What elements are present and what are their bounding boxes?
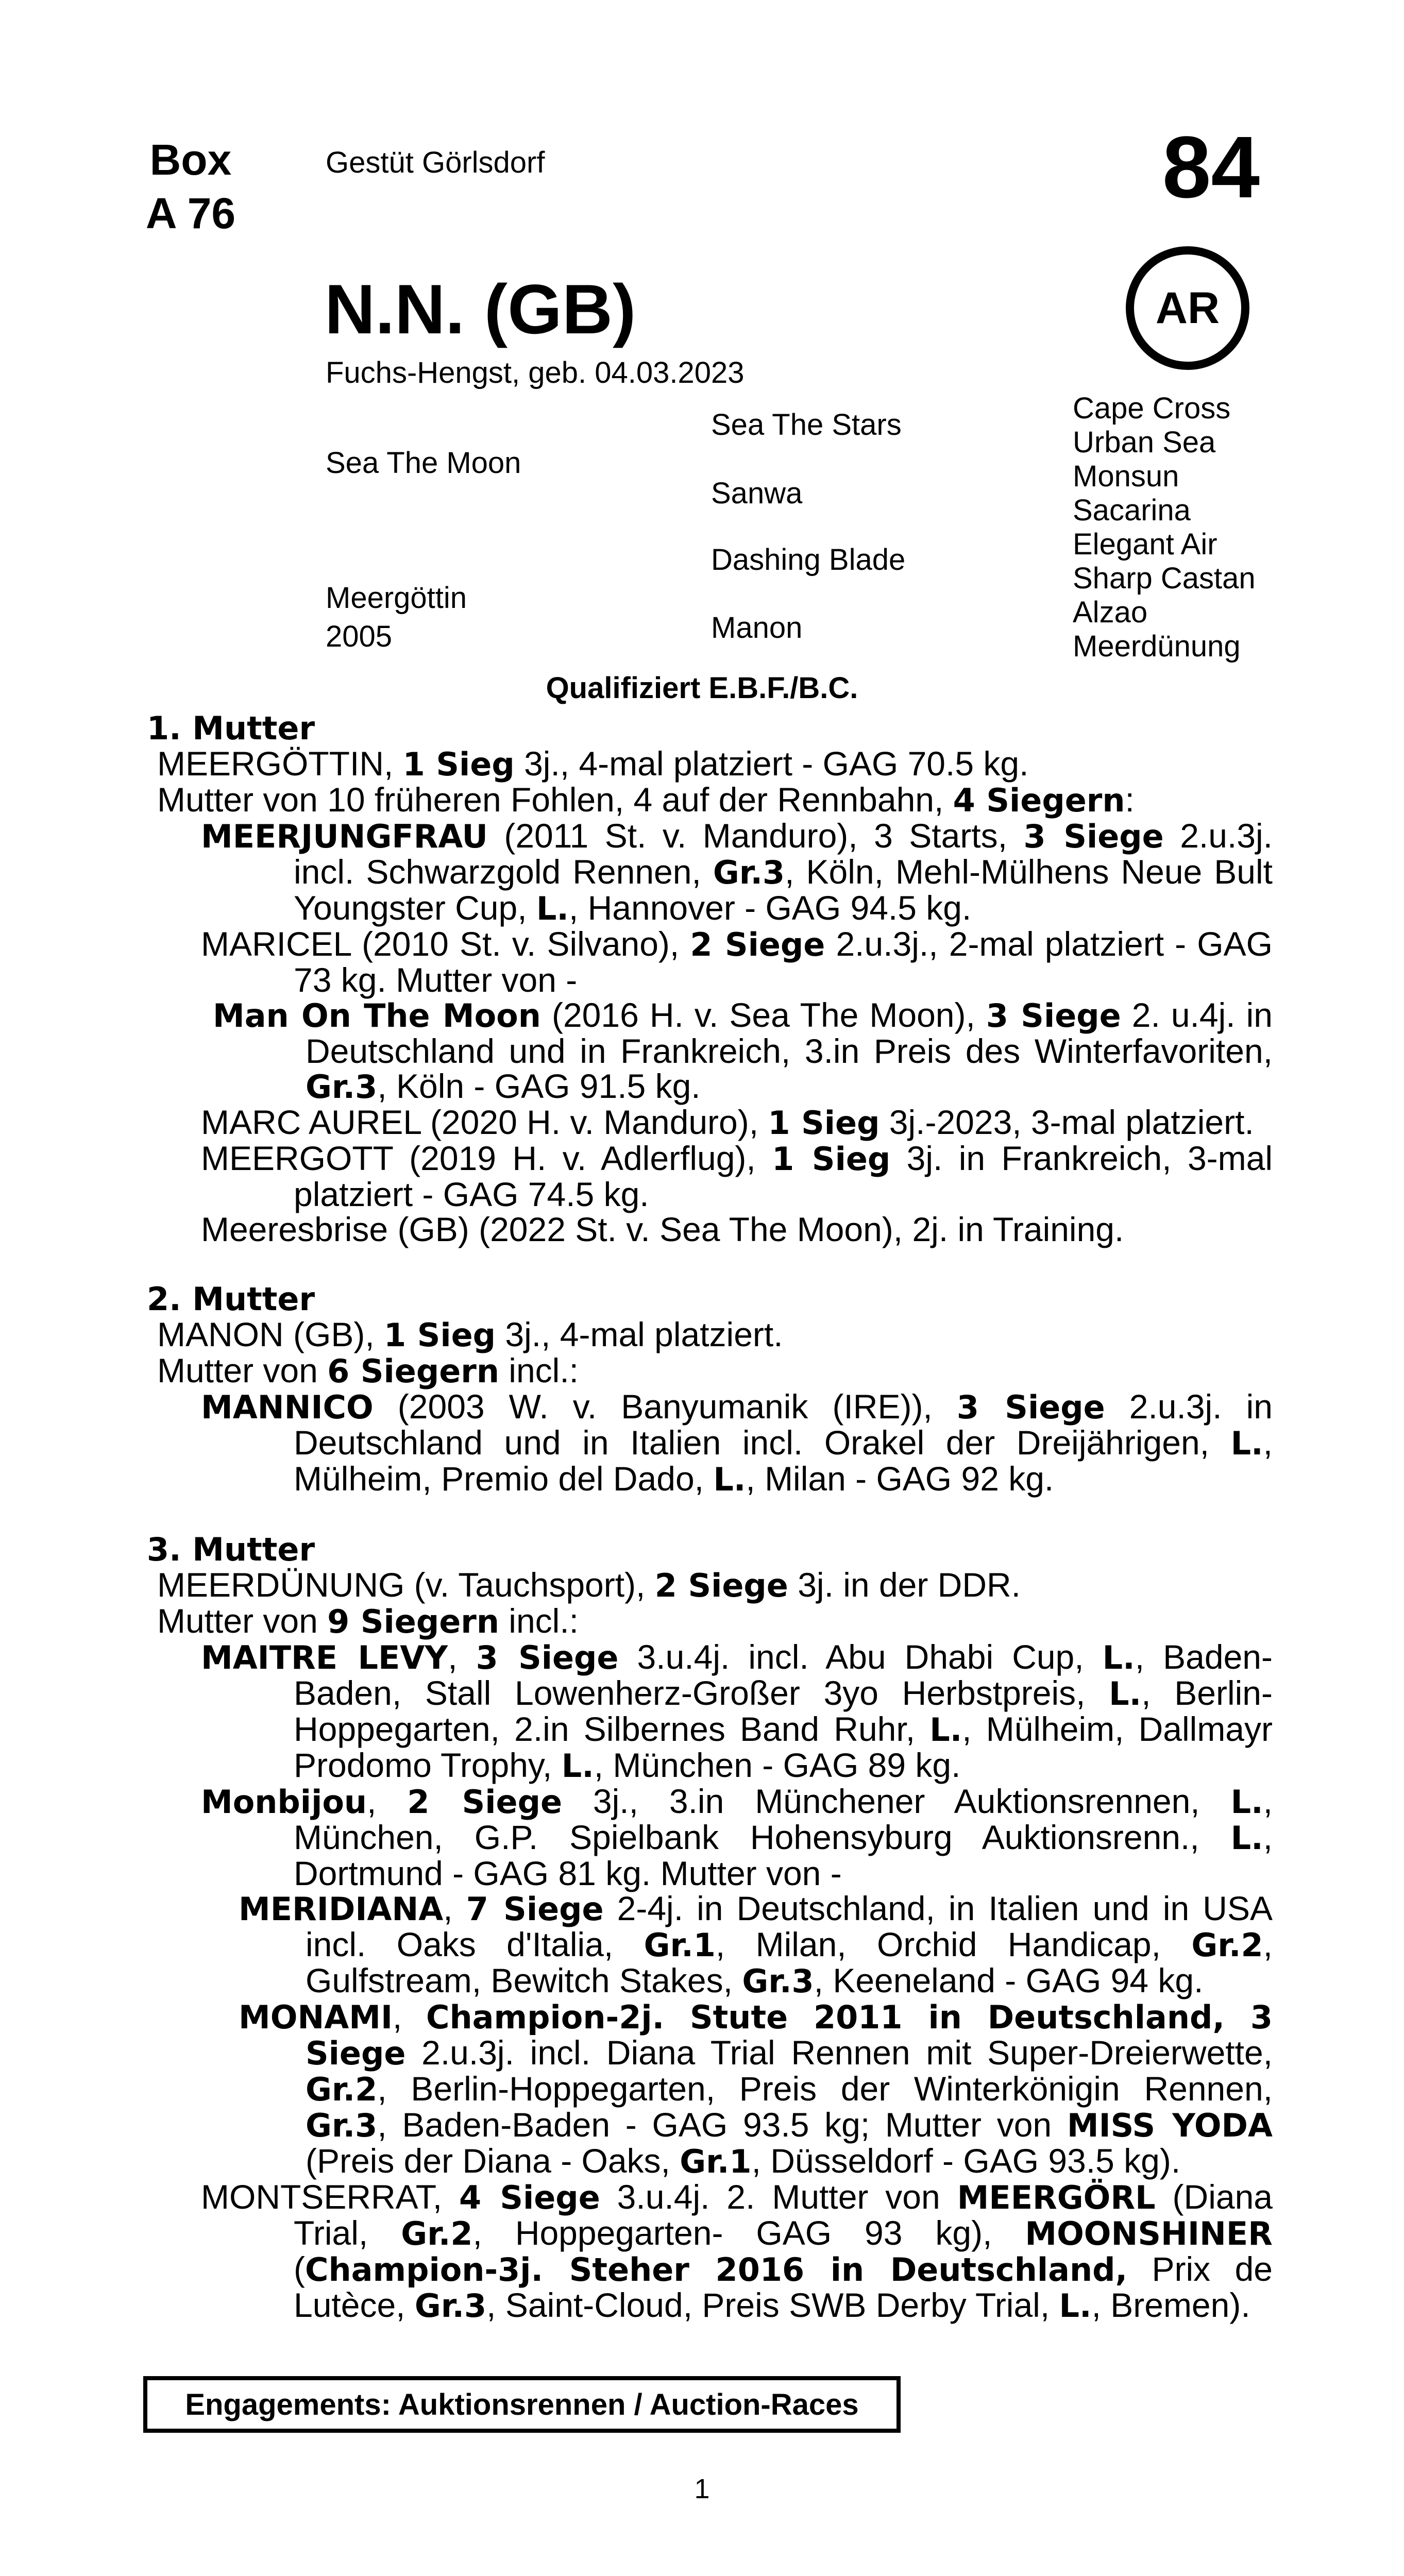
ar-badge (1126, 246, 1249, 370)
pedigree-great-3: Monsun (1073, 460, 1179, 493)
bold-text: Champion-2j. Stute 2011 in Deutschland, 3 Siege (306, 1998, 1273, 2072)
pedigree-sire: Sea The Moon (326, 446, 521, 480)
bold-text: 3 Siege (986, 997, 1121, 1035)
section-gap (147, 1497, 1273, 1532)
text-run: , Keeneland - GAG 94 kg. (814, 1961, 1204, 1999)
bold-text: 1 Sieg (768, 1104, 880, 1142)
text-run: Meeresbrise (GB) (2022 St. v. Sea The Moon), 2j. in Training. (201, 1210, 1124, 1248)
bold-text: MERIDIANA (239, 1890, 444, 1928)
offspring-entry (147, 746, 1273, 782)
bold-text: MONAMI (239, 1998, 393, 2036)
offspring-entry (147, 1353, 1273, 1389)
text-run: , (367, 1782, 408, 1820)
offspring-entry (147, 1212, 1273, 1247)
text-run: , (443, 1889, 466, 1927)
bold-text: MAITRE LEVY (201, 1639, 448, 1676)
section-title: 2. Mutter (147, 1280, 315, 1318)
text-run: , Baden-Baden - GAG 93.5 kg; Mutter von (377, 2106, 1067, 2144)
text-run: incl.: (499, 1351, 579, 1389)
text-run: (2003 W. v. Banyumanik (IRE)), (373, 1387, 957, 1426)
text-run: (Diana Trial, (294, 2178, 1273, 2252)
text-run: : (1125, 781, 1135, 819)
text-run: , Milan - GAG 92 kg. (746, 1460, 1054, 1498)
text-run: Mutter von (157, 1602, 328, 1640)
section-title: 3. Mutter (147, 1531, 315, 1568)
section-gap (147, 1247, 1273, 1282)
offspring-entry (147, 2179, 1273, 2324)
text-run: , Berlin-Hoppegarten, Preis der Winterkönigin Rennen, (377, 2070, 1273, 2108)
offspring-entry (147, 1639, 1273, 1784)
bold-text: L. (536, 890, 569, 927)
text-run: (Preis der Diana - Oaks, (306, 2142, 680, 2180)
bold-text: L. (561, 1747, 594, 1785)
text-run: MONTSERRAT, (201, 2178, 460, 2216)
lot-number: 84 (1162, 118, 1260, 216)
horse-name: N.N. (GB) (325, 270, 636, 348)
bold-text: 3 Siege (476, 1639, 619, 1676)
text-run: 3j. in der DDR. (788, 1566, 1021, 1604)
offspring-entry (147, 782, 1273, 818)
text-run: , Mülheim, Premio del Dado, (294, 1423, 1273, 1498)
text-run: 2.u.3j. in Deutschland und in Italien incl. Orakel der Dreijährigen, (294, 1387, 1273, 1462)
text-run: ( (294, 2250, 305, 2288)
bold-text: L. (929, 1711, 962, 1749)
section-title: 1. Mutter (147, 709, 315, 747)
text-run: 2-4j. in Deutschland, in Italien und in USA incl. Oaks d'Italia, (306, 1889, 1273, 1963)
offspring-entry (147, 1891, 1273, 1999)
text-run: 2.u.3j. incl. Diana Trial Rennen mit Super-Dreierwette, (405, 2033, 1273, 2072)
dam-line-sections (147, 711, 1273, 2324)
bold-text: Monbijou (201, 1783, 367, 1821)
text-run: , Mülheim, Dallmayr Prodomo Trophy, (294, 1710, 1273, 1784)
text-run: MEERGÖTTIN, (157, 744, 403, 783)
bold-text: Gr.3 (306, 1068, 378, 1106)
bold-text: 1 Sieg (384, 1316, 496, 1354)
bold-text: 7 Siege (466, 1890, 604, 1928)
text-run: 3.u.4j. incl. Abu Dhabi Cup, (618, 1638, 1103, 1676)
text-run: incl.: (499, 1602, 579, 1640)
offspring-entry (147, 1105, 1273, 1141)
text-run: (2011 St. v. Manduro), 3 Starts, (487, 817, 1024, 855)
text-run: (2016 H. v. Sea The Moon), (540, 996, 986, 1034)
pedigree-dam: Meergöttin (326, 581, 467, 615)
bold-text: 2 Siege (690, 926, 825, 963)
pedigree-great-7: Alzao (1073, 596, 1148, 629)
text-run: Prix de Lutèce, (294, 2250, 1273, 2324)
bold-text: 2 Siege (654, 1567, 788, 1604)
bold-text: L. (1059, 2287, 1092, 2325)
text-run: MANON (GB), (157, 1315, 384, 1353)
offspring-entry (147, 1784, 1273, 1891)
bold-text: 6 Siegern (327, 1352, 499, 1390)
box-label (139, 133, 242, 240)
pedigree-grand-3: Dashing Blade (711, 543, 906, 577)
text-run: , München - GAG 89 kg. (594, 1746, 961, 1784)
offspring-entry (147, 1141, 1273, 1212)
text-run: , Bremen). (1091, 2286, 1250, 2324)
text-run: 3j.-2023, 3-mal platziert. (879, 1103, 1254, 1141)
text-run: 3j., 4-mal platziert. (496, 1315, 783, 1353)
offspring-entry (147, 1999, 1273, 2179)
bold-text: 1 Sieg (402, 745, 515, 783)
text-run: , Köln, Mehl-Mülhens Neue Bult Youngster Cup, (294, 853, 1273, 927)
text-run: 2.u.3j. incl. Schwarzgold Rennen, (294, 817, 1273, 891)
text-run: Mutter von 10 früheren Fohlen, 4 auf der Rennbahn, (157, 781, 953, 819)
offspring-entry (147, 1317, 1273, 1353)
text-run: , Hoppegarten- GAG 93 kg), (472, 2214, 1025, 2252)
bold-text: Man On The Moon (213, 997, 541, 1035)
text-run: 3j. in Frankreich, 3-mal platziert - GAG 74.5 kg. (294, 1139, 1273, 1213)
text-run: MEERGOTT (2019 H. v. Adlerflug), (201, 1139, 772, 1177)
bold-text: Gr.2 (1191, 1926, 1263, 1964)
engagements-box (143, 2376, 901, 2433)
bold-text: L. (1230, 1819, 1263, 1857)
text-run: , Dortmund - GAG 81 kg. Mutter von - (294, 1818, 1273, 1892)
bold-text: MOONSHINER (1025, 2215, 1273, 2252)
pedigree-great-2: Urban Sea (1073, 426, 1216, 459)
bold-text: 9 Siegern (327, 1603, 499, 1640)
horse-description: Fuchs-Hengst, geb. 04.03.2023 (326, 356, 745, 389)
offspring-entry (147, 1603, 1273, 1639)
bold-text: 4 Siege (459, 2179, 600, 2216)
text-run: 2.u.3j., 2-mal platziert - GAG 73 kg. Mutter von - (294, 925, 1273, 999)
text-run: , Düsseldorf - GAG 93.5 kg). (751, 2142, 1181, 2180)
text-run: 3j., 3.in Münchener Auktionsrennen, (562, 1782, 1231, 1820)
pedigree-grand-1: Sea The Stars (711, 408, 902, 442)
bold-text: L. (1230, 1783, 1263, 1821)
offspring-entry (147, 818, 1273, 926)
bold-text: Champion-3j. Steher 2016 in Deutschland, (305, 2251, 1128, 2289)
text-run: , (448, 1638, 476, 1676)
bold-text: Gr.3 (414, 2287, 487, 2325)
bold-text: MANNICO (201, 1388, 374, 1426)
bold-text: Gr.2 (306, 2071, 378, 2108)
bold-text: L. (1102, 1639, 1135, 1676)
pedigree-great-6: Sharp Castan (1073, 562, 1256, 595)
text-run: Mutter von (157, 1351, 328, 1389)
bold-text: Gr.3 (713, 854, 785, 891)
text-run: , Köln - GAG 91.5 kg. (377, 1067, 701, 1105)
bold-text: 1 Sieg (772, 1140, 891, 1178)
text-run: 3.u.4j. 2. Mutter von (600, 2178, 957, 2216)
pedigree-great-1: Cape Cross (1073, 392, 1231, 425)
text-run: 2. u.4j. in Deutschland und in Frankreich, 3.in Preis des Winterfavoriten, (306, 996, 1273, 1070)
box-title: Box (149, 135, 232, 184)
bold-text: Gr.3 (742, 1962, 814, 2000)
bold-text: 3 Siege (1023, 818, 1164, 855)
bold-text: Gr.1 (680, 2143, 752, 2180)
offspring-entry (147, 926, 1273, 997)
box-number: A 76 (145, 189, 236, 238)
text-run: , München, G.P. Spielbank Hohensyburg Auktionsrenn., (294, 1782, 1273, 1856)
text-run: , Saint-Cloud, Preis SWB Derby Trial, (486, 2286, 1059, 2324)
text-run: MEERDÜNUNG (v. Tauchsport), (157, 1566, 655, 1604)
bold-text: Gr.1 (644, 1926, 716, 1964)
text-run: MARC AUREL (2020 H. v. Manduro), (201, 1103, 768, 1141)
pedigree-great-4: Sacarina (1073, 494, 1191, 527)
bold-text: 4 Siegern (953, 782, 1125, 819)
engagements-label: Engagements: Auktionsrennen / Auction-Races (185, 2387, 859, 2421)
offspring-entry (147, 1567, 1273, 1603)
text-run: 3j., 4-mal platziert - GAG 70.5 kg. (514, 744, 1029, 783)
bold-text: Gr.3 (306, 2107, 378, 2144)
bold-text: MISS YODA (1067, 2107, 1273, 2144)
pedigree-great-8: Meerdünung (1073, 630, 1241, 663)
bold-text: MEERJUNGFRAU (201, 818, 488, 855)
bold-text: Gr.2 (401, 2215, 473, 2252)
text-run: , Hannover - GAG 94.5 kg. (568, 889, 972, 927)
text-run: , Gulfstream, Bewitch Stakes, (306, 1925, 1273, 1999)
text-run: , (393, 1997, 427, 2036)
pedigree-great-5: Elegant Air (1073, 528, 1217, 561)
bold-text: L. (1109, 1675, 1142, 1713)
offspring-entry (147, 1389, 1273, 1497)
bold-text: L. (1230, 1425, 1263, 1462)
bold-text: 3 Siege (956, 1388, 1105, 1426)
bold-text: MEERGÖRL (957, 2179, 1156, 2216)
pedigree-grand-4: Manon (711, 611, 803, 645)
text-run: , Berlin-Hoppegarten, 2.in Silbernes Band Ruhr, (294, 1674, 1273, 1748)
ar-badge-label: AR (1155, 283, 1220, 333)
bold-text: 2 Siege (407, 1783, 562, 1821)
qualification-note: Qualifiziert E.B.F./B.C. (546, 671, 858, 705)
pedigree-grand-2: Sanwa (711, 477, 803, 510)
text-run: , Baden-Baden, Stall Lowenherz-Großer 3yo Herbstpreis, (294, 1638, 1273, 1712)
pedigree-dam-year: 2005 (326, 620, 393, 653)
offspring-entry (147, 997, 1273, 1105)
text-run: , Milan, Orchid Handicap, (715, 1925, 1192, 1963)
bold-text: L. (713, 1461, 746, 1498)
stud-name: Gestüt Görlsdorf (326, 146, 545, 179)
text-run: MARICEL (2010 St. v. Silvano), (201, 925, 690, 963)
page-number: 1 (694, 2473, 710, 2504)
